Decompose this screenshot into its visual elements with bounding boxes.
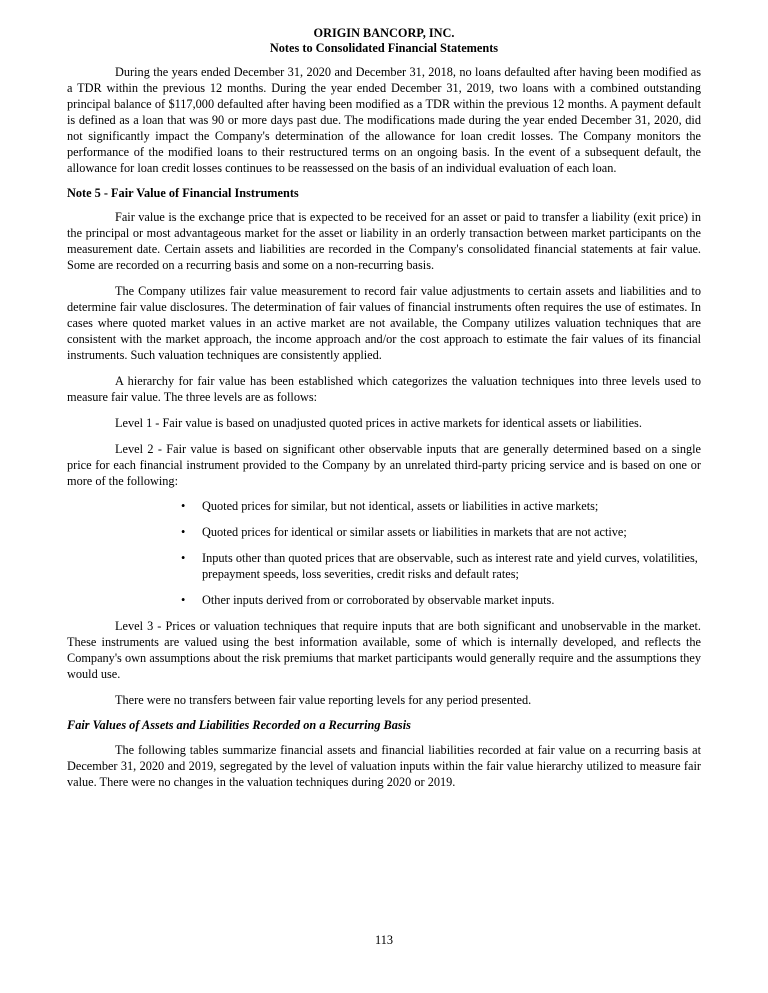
list-item-text: Quoted prices for identical or similar assets or liabilities in markets that are not active;	[202, 525, 627, 539]
company-name: ORIGIN BANCORP, INC.	[313, 26, 455, 40]
list-item	[67, 592, 701, 608]
bullet-icon: •	[181, 525, 186, 539]
bullet-icon: •	[181, 593, 186, 607]
tables-intro-paragraph: The following tables summarize financial assets and financial liabilities recorded at fair value on a recurring basis at December 31, 2020 and 2019, segregated by the level of valuation inputs within the fair value hierarchy utilized to measure fair value. There were no changes in the valuation techniques during 2020 or 2019.	[67, 743, 701, 789]
list-item	[67, 498, 701, 514]
note5-heading: Note 5 - Fair Value of Financial Instruments	[67, 186, 299, 200]
header-subtitle: Notes to Consolidated Financial Statements	[269, 41, 499, 55]
valuation-techniques-paragraph: The Company utilizes fair value measurement to record fair value adjustments to certain assets and liabilities and to determine fair value disclosures. The determination of fair values of financial instruments often requires the use of estimates. In cases where quoted market values in an active market are not available, the Company utilizes valuation techniques that are consistent with the market approach, the income approach and/or the cost approach to estimate the fair values of its financial instruments. Such valuation techniques are consistently applied.	[67, 284, 701, 362]
fair-value-definition-paragraph: Fair value is the exchange price that is expected to be received for an asset or paid to transfer a liability (exit price) in the principal or most advantageous market for the asset or liability in an orderly transaction between market participants on the measurement date. Certain assets and liabilities are recorded in the Company's consolidated financial statements at fair value. Some are recorded on a recurring basis and some on a non-recurring basis.	[67, 210, 701, 272]
recurring-basis-heading: Fair Values of Assets and Liabilities Recorded on a Recurring Basis	[67, 718, 411, 732]
bullet-icon: •	[181, 499, 186, 513]
hierarchy-paragraph: A hierarchy for fair value has been established which categorizes the valuation techniques into three levels used to measure fair value. The three levels are as follows:	[67, 374, 701, 404]
list-item	[67, 524, 701, 540]
bullet-icon: •	[181, 551, 186, 565]
level3-paragraph: Level 3 - Prices or valuation techniques that require inputs that are both significant and unobservable in the market. These instruments are valued using the best information available, some of which is internally developed, and reflects the Company's own assumptions about the risk premiums that market participants would generally require and the assumptions they would use.	[67, 619, 701, 681]
list-item-text: Other inputs derived from or corroborated by observable market inputs.	[202, 593, 555, 607]
list-item-text: Inputs other than quoted prices that are observable, such as interest rate and yield curves, volatilities, prepayment speeds, loss severities, credit risks and default rates;	[202, 551, 698, 581]
no-transfers-paragraph: There were no transfers between fair value reporting levels for any period presented.	[115, 693, 532, 707]
level2-paragraph: Level 2 - Fair value is based on significant other observable inputs that are generally determined based on a single price for each financial instrument provided to the Company by an unrelated third-party pricing service and is based on one or more of the following:	[67, 442, 701, 488]
page-header	[67, 26, 701, 56]
list-item-text: Quoted prices for similar, but not identical, assets or liabilities in active markets;	[202, 499, 599, 513]
document-page	[67, 26, 701, 790]
level1-paragraph: Level 1 - Fair value is based on unadjusted quoted prices in active markets for identical assets or liabilities.	[115, 416, 642, 430]
page-number: 113	[375, 933, 393, 947]
list-item	[67, 550, 701, 582]
tdr-paragraph: During the years ended December 31, 2020 and December 31, 2018, no loans defaulted after having been modified as a TDR within the previous 12 months. During the year ended December 31, 2019, two loans with a combined outstanding principal balance of $117,000 defaulted after having been modified as a TDR within the previous 12 months. A payment default is defined as a loan that was 90 or more days past due. The modifications made during the year ended December 31, 2020, did not significantly impact the Company's determination of the allowance for loan credit losses. The Company monitors the performance of the modified loans to their restructured terms on an ongoing basis. In the event of a subsequent default, the allowance for loan credit losses continues to be reassessed on the basis of an individual evaluation of each loan.	[67, 65, 701, 175]
level2-inputs-list	[67, 498, 701, 608]
